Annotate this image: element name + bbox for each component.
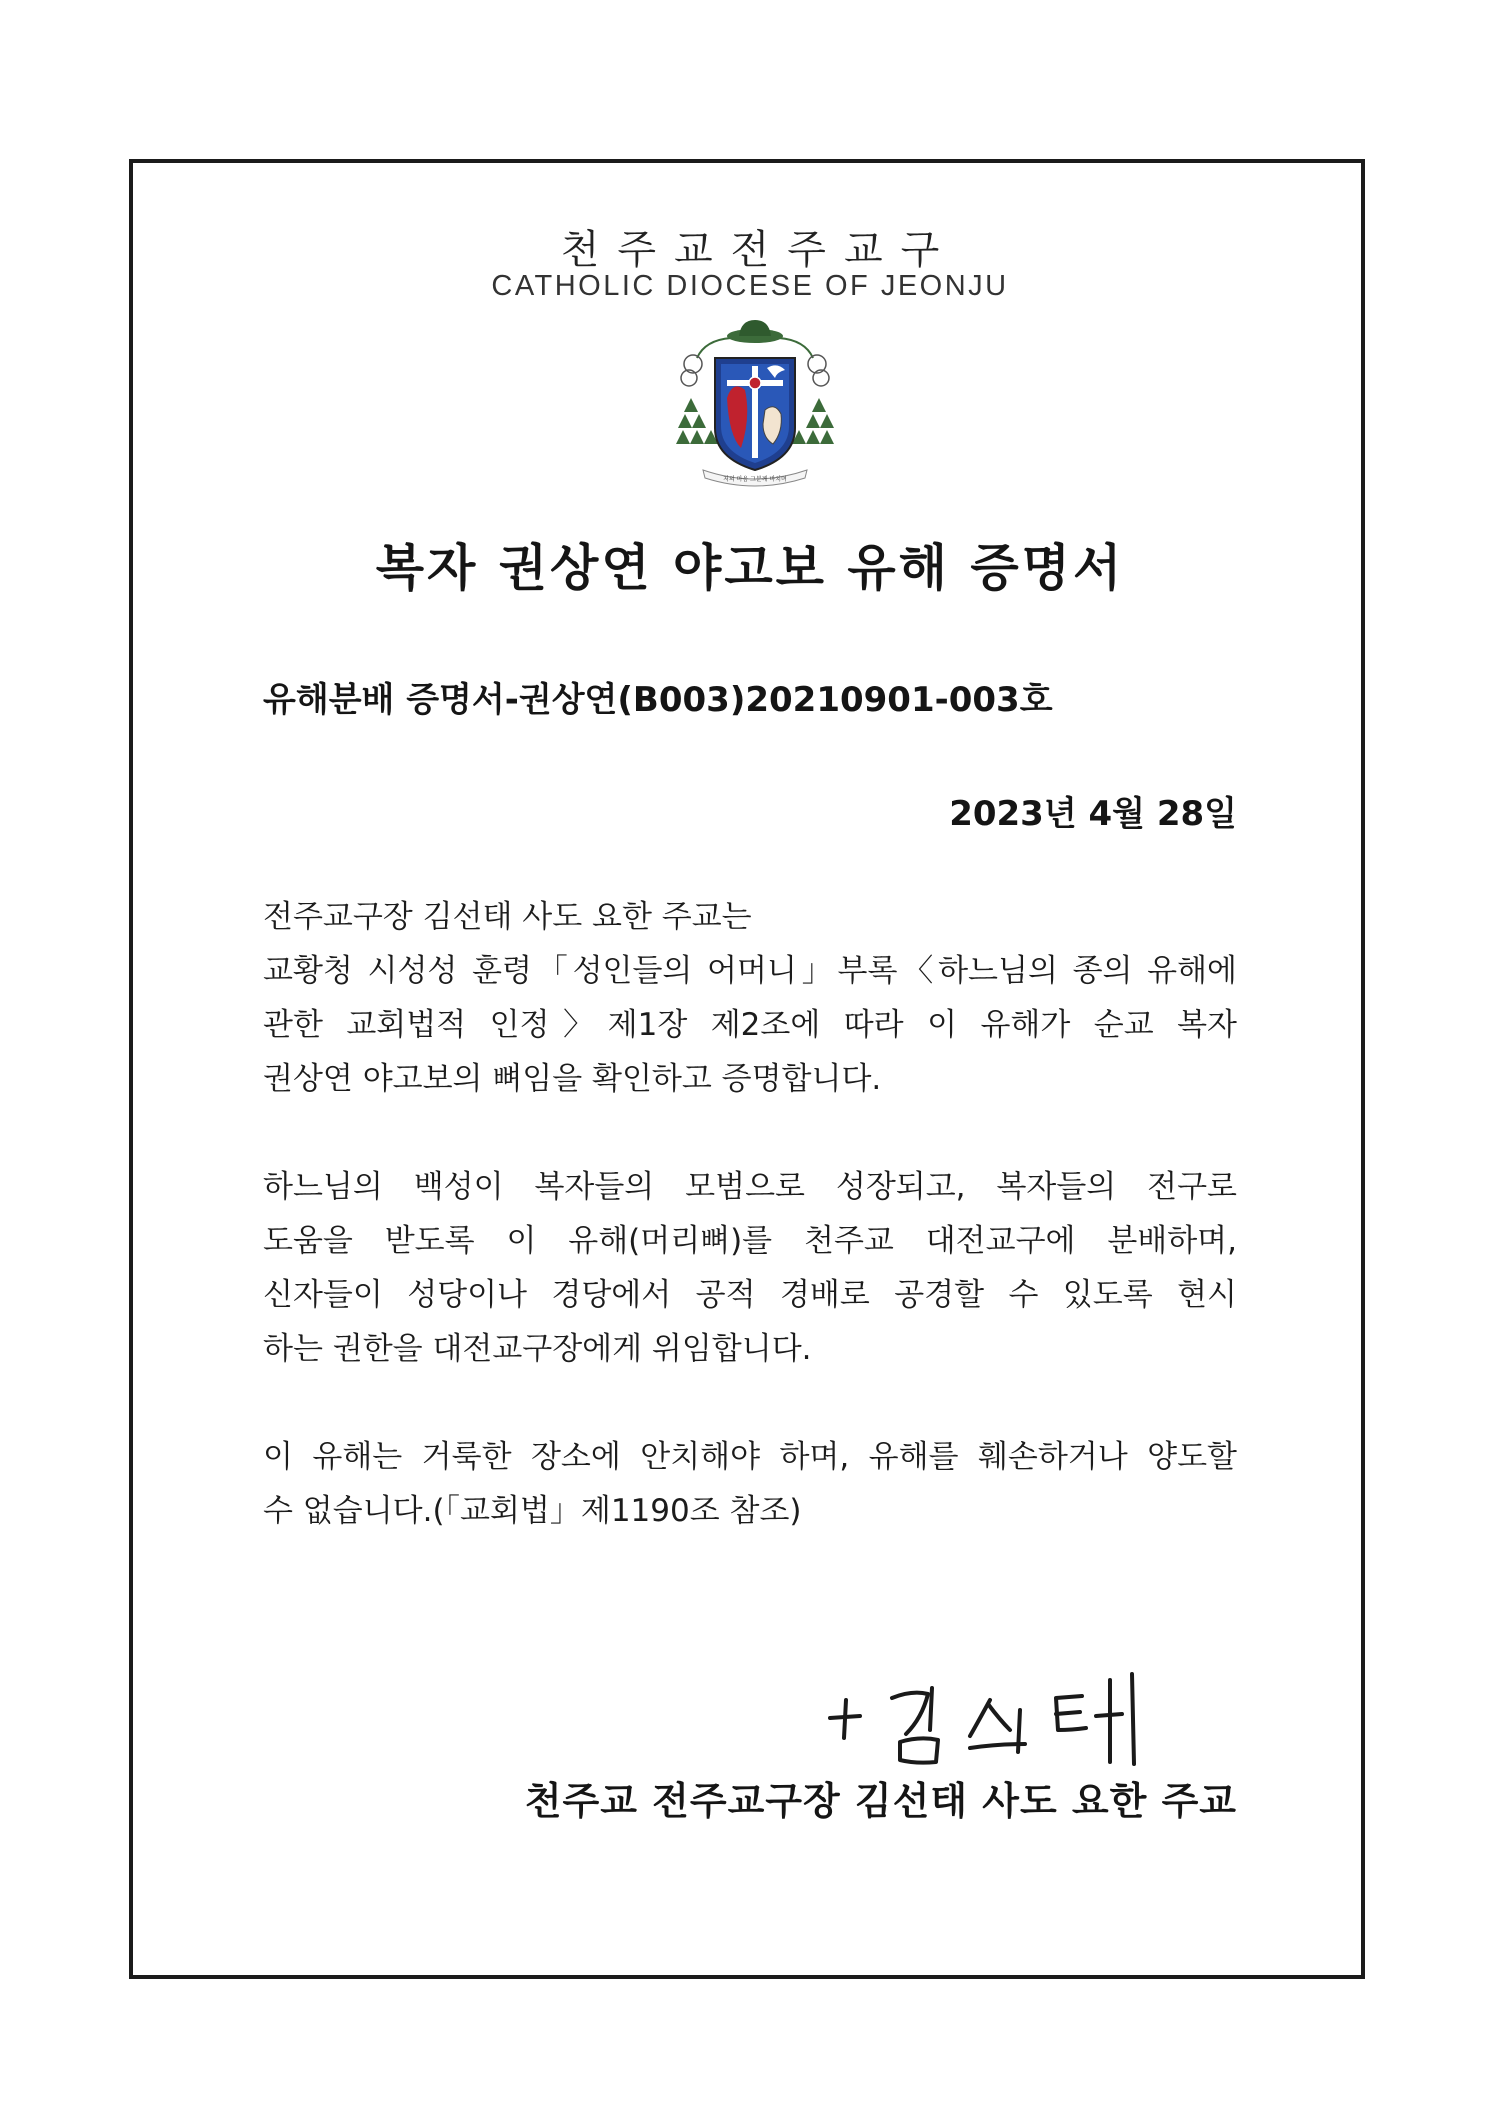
paragraph-certification — [263, 890, 1237, 1106]
paragraph-restriction — [263, 1430, 1237, 1538]
paragraph-line: 신자들이 성당이나 경당에서 공적 경배로 공경할 수 있도록 현시 — [263, 1277, 1237, 1313]
paragraph-line: 이 유해는 거룩한 장소에 안치해야 하며, 유해를 훼손하거나 양도할 — [263, 1439, 1237, 1475]
coat-of-arms-icon — [675, 318, 835, 488]
paragraph-line: 하는 권한을 대전교구장에게 위임합니다. — [263, 1331, 812, 1367]
signer-name: 천주교 전주교구장 김선태 사도 요한 주교 — [524, 1779, 1237, 1823]
coat-motto: 저의 마음 그분께 바치며 — [723, 476, 787, 483]
paragraph-distribution — [263, 1160, 1237, 1376]
org-name-korean: 천주교전주교구 — [560, 227, 958, 273]
paragraph-line: 수 없습니다.(「교회법」제1190조 참조) — [263, 1493, 802, 1529]
paragraph-line: 도움을 받도록 이 유해(머리뼈)를 천주교 대전교구에 분배하며, — [263, 1223, 1237, 1259]
paragraph-line: 관한 교회법적 인정〉제1장 제2조에 따라 이 유해가 순교 복자 — [263, 1007, 1237, 1043]
document-date: 2023년 4월 28일 — [949, 794, 1237, 834]
org-name-english: CATHOLIC DIOCESE OF JEONJU — [491, 270, 1009, 302]
document-number: 유해분배 증명서-권상연(B003)20210901-003호 — [263, 680, 1053, 720]
paragraph-line: 권상연 야고보의 뼈임을 확인하고 증명합니다. — [263, 1061, 882, 1097]
handwritten-signature — [820, 1660, 1200, 1770]
paragraph-line: 교황청 시성성 훈령「성인들의 어머니」부록〈하느님의 종의 유해에 — [263, 953, 1237, 989]
paragraph-line: 전주교구장 김선태 사도 요한 주교는 — [263, 899, 752, 935]
document-title: 복자 권상연 야고보 유해 증명서 — [375, 539, 1125, 597]
paragraph-line: 하느님의 백성이 복자들의 모범으로 성장되고, 복자들의 전구로 — [263, 1169, 1237, 1205]
